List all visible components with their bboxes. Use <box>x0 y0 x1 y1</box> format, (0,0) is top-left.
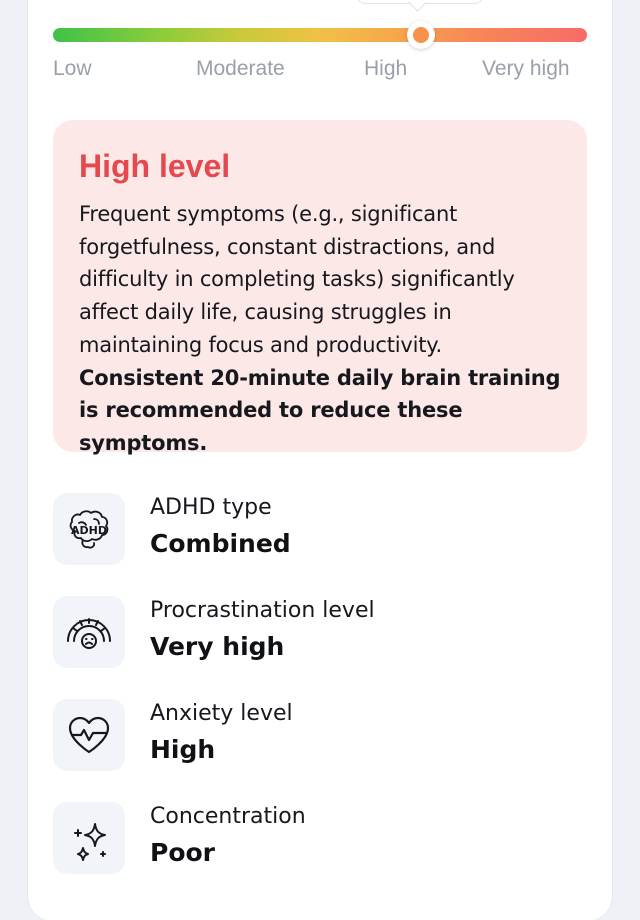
metric-value: Poor <box>150 838 216 867</box>
metric-label: Procrastination level <box>150 598 375 623</box>
metric-procrastination-level <box>53 596 587 676</box>
metric-value: Very high <box>150 632 285 661</box>
metric-label: ADHD type <box>150 495 272 520</box>
metric-concentration <box>53 802 587 882</box>
metric-label: Anxiety level <box>150 701 293 726</box>
scale-label-high: High <box>364 57 408 80</box>
scale-label-very-high: Very high <box>482 57 570 80</box>
sparkles-icon <box>53 802 125 874</box>
metric-adhd-type <box>53 493 587 573</box>
metric-label: Concentration <box>150 804 306 829</box>
gauge-face-icon <box>53 596 125 668</box>
level-recommendation: Consistent 20-minute daily brain training is recommended to reduce these symptoms. <box>79 365 561 455</box>
scale-label-low: Low <box>53 57 92 80</box>
metric-value: High <box>150 735 216 764</box>
level-description-text: Frequent symptoms (e.g., significant forgetfulness, constant distractions, and difficulty in completing tasks) significantly affect daily life, causing struggles in maintaining focus and productivity. <box>79 202 515 357</box>
heart-pulse-icon <box>53 699 125 771</box>
level-title: High level <box>79 148 231 184</box>
scale-label-moderate: Moderate <box>196 57 285 80</box>
metric-value: Combined <box>150 529 291 558</box>
severity-scale-track <box>53 28 587 42</box>
adhd-icon-text: ADHD <box>71 524 107 537</box>
metric-anxiety-level <box>53 699 587 779</box>
level-description <box>79 198 569 460</box>
adhd-brain-icon <box>53 493 125 565</box>
